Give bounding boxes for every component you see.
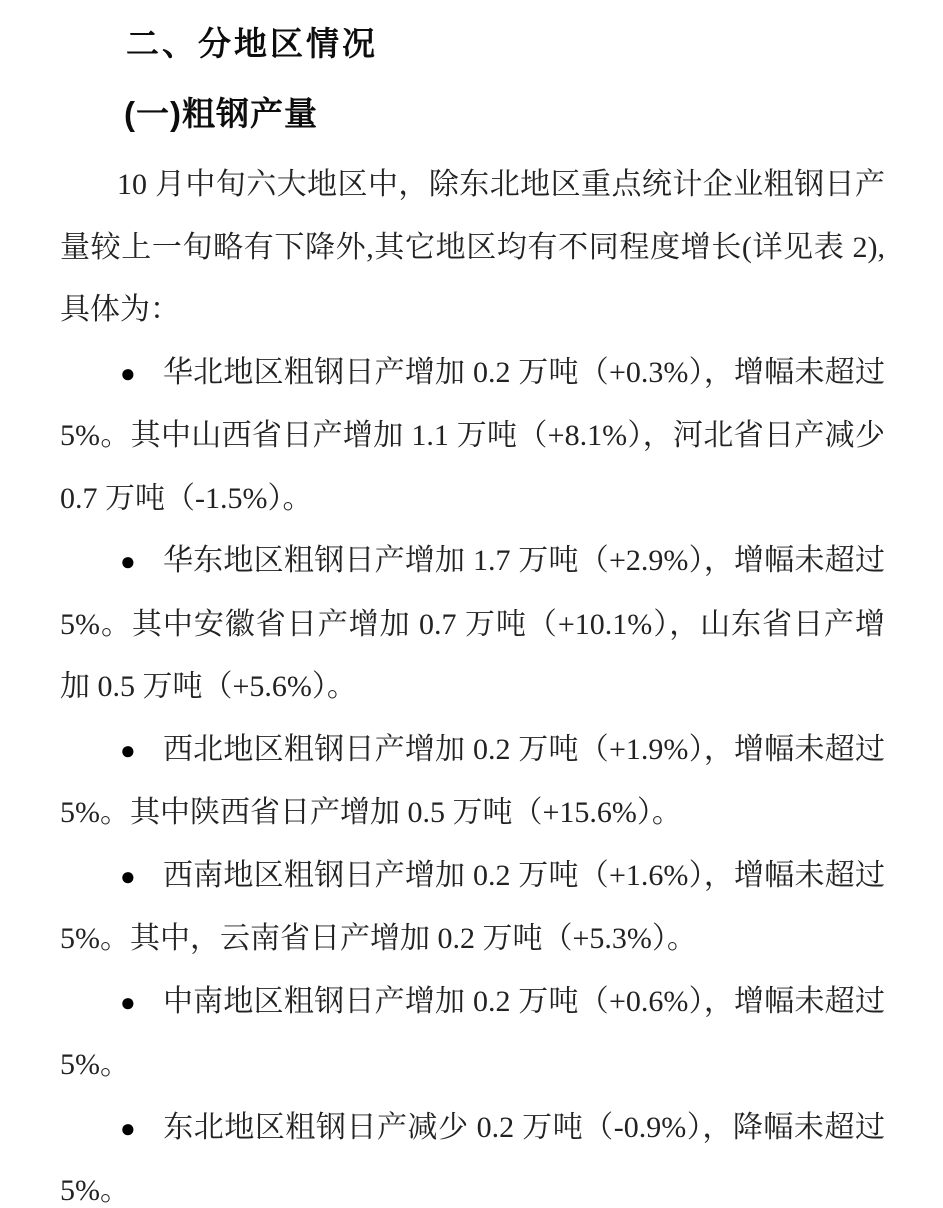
bullet-text: 西南地区粗钢日产增加 0.2 万吨（+1.6%），增幅未超过 5%。其中，云南省日产增加 0.2 万吨（+5.3%）。: [60, 858, 885, 955]
bullet-icon: ●: [120, 987, 136, 1017]
bullet-icon: ●: [120, 861, 136, 891]
subsection-heading: (一)粗钢产量: [124, 95, 318, 132]
bullet-text: 华东地区粗钢日产增加 1.7 万吨（+2.9%），增幅未超过 5%。其中安徽省日产增加 0.7 万吨（+10.1%），山东省日产增加 0.5 万吨（+5.6%）。: [60, 544, 885, 703]
bullet-text: 东北地区粗钢日产减少 0.2 万吨（-0.9%），降幅未超过 5%。: [60, 1110, 885, 1207]
region-bullet-northwest: [60, 719, 885, 845]
bullet-icon: ●: [120, 547, 136, 576]
section-heading: 二、分地区情况: [126, 25, 378, 62]
region-bullet-central-south: [60, 971, 885, 1097]
bullet-icon: ●: [120, 358, 136, 388]
bullet-icon: ●: [120, 735, 136, 765]
region-bullet-southwest: [60, 845, 885, 971]
bullet-text: 西北地区粗钢日产增加 0.2 万吨（+1.9%），增幅未超过 5%。其中陕西省日产增加 0.5 万吨（+15.6%）。: [60, 732, 885, 829]
bullet-text: 华北地区粗钢日产增加 0.2 万吨（+0.3%），增幅未超过 5%。其中山西省日产增加 1.1 万吨（+8.1%），河北省日产减少 0.7 万吨（-1.5%）。: [60, 355, 885, 515]
region-bullet-north-china: [60, 342, 885, 531]
intro-paragraph: 10 月中旬六大地区中，除东北地区重点统计企业粗钢日产量较上一旬略有下降外,其它地区均有不同程度增长(详见表 2),具体为：: [60, 168, 885, 326]
body-content: [60, 154, 885, 1208]
region-bullet-east-china: [60, 530, 885, 719]
bullet-text: 中南地区粗钢日产增加 0.2 万吨（+0.6%），增幅未超过 5%。: [60, 984, 885, 1081]
bullet-icon: ●: [120, 1113, 136, 1143]
region-bullet-northeast: [60, 1097, 885, 1208]
